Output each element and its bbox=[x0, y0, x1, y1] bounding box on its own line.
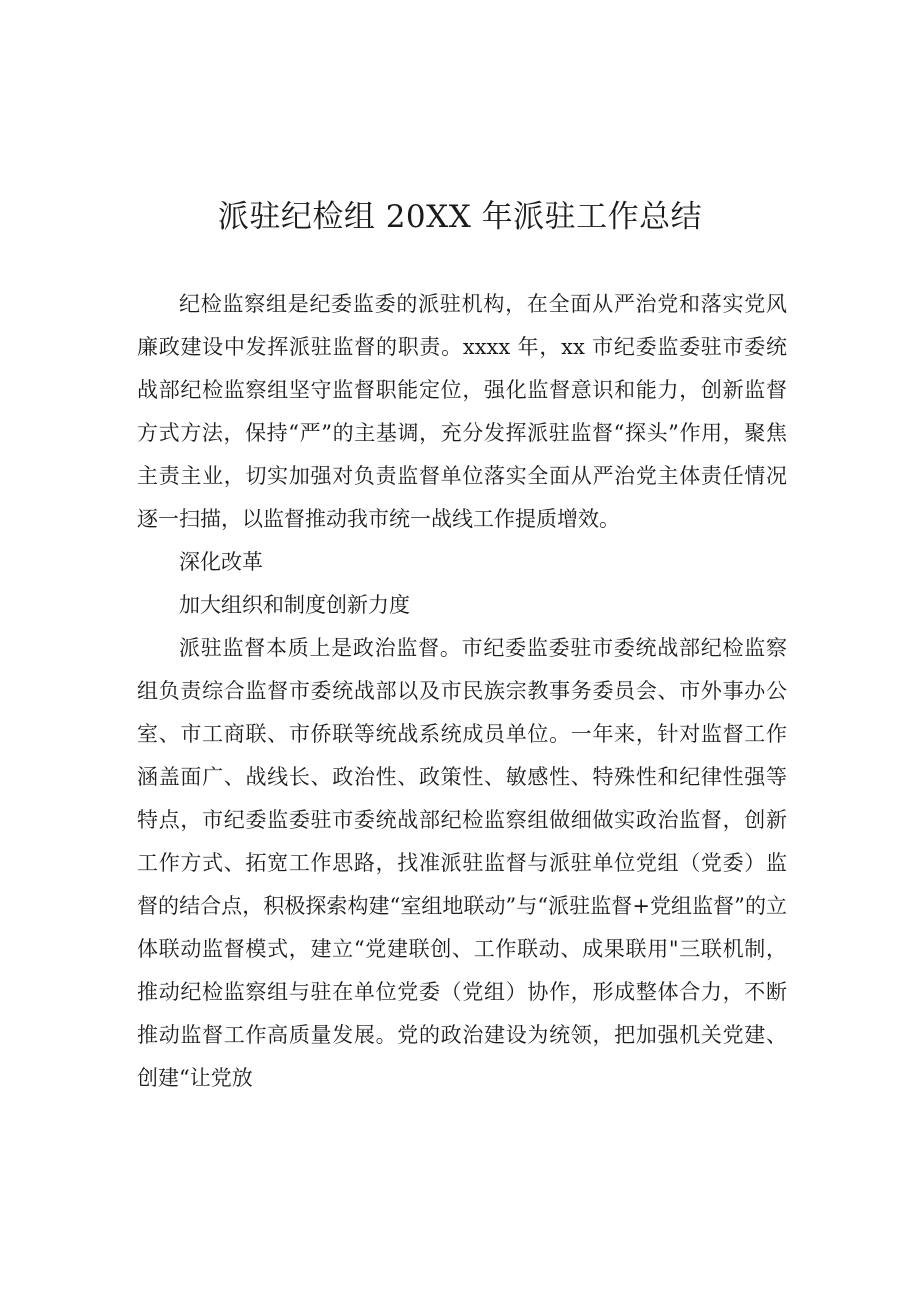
subsection-heading: 加大组织和制度创新力度 bbox=[179, 593, 410, 617]
document-title: 派驻纪检组 20XX 年派驻工作总结 bbox=[217, 199, 703, 235]
section-heading: 深化改革 bbox=[179, 550, 263, 574]
document-body bbox=[137, 283, 787, 1100]
body-paragraph: 派驻监督本质上是政治监督。市纪委监委驻市委统战部纪检监察组负责综合监督市委统战部以及市民族宗教事务委员会、市外事办公室、市工商联、市侨联等统战系统成员单位。一年来，针对监督工作涵盖面广、战线长、政治性、政策性、敏感性、特殊性和纪律性强等特点，市纪委监委驻市委统战部纪检监察组做细做实政治监督，创新工作方式、拓宽工作思路，找准派驻监督与派驻单位党组（党委）监督的结合点，积极探索构建“室组地联动”与“派驻监督+党组监督”的立体联动监督模式，建立“党建联创、工作联动、成果联用"三联机制，推动纪检监察组与驻在单位党委（党组）协作，形成整体合力，不断推动监督工作高质量发展。党的政治建设为统领，把加强机关党建、创建“让党放 bbox=[137, 636, 787, 1090]
intro-paragraph: 纪检监察组是纪委监委的派驻机构，在全面从严治党和落实党风廉政建设中发挥派驻监督的职责。xxxx 年，xx 市纪委监委驻市委统战部纪检监察组坚守监督职能定位，强化监督意识和能力，创新监督方式方法，保持“严”的主基调，充分发挥派驻监督“探头”作用，聚焦主责主业，切实加强对负责监督单位落实全面从严治党主体责任情况逐一扫描，以监督推动我市统一战线工作提质增效。 bbox=[137, 292, 787, 531]
